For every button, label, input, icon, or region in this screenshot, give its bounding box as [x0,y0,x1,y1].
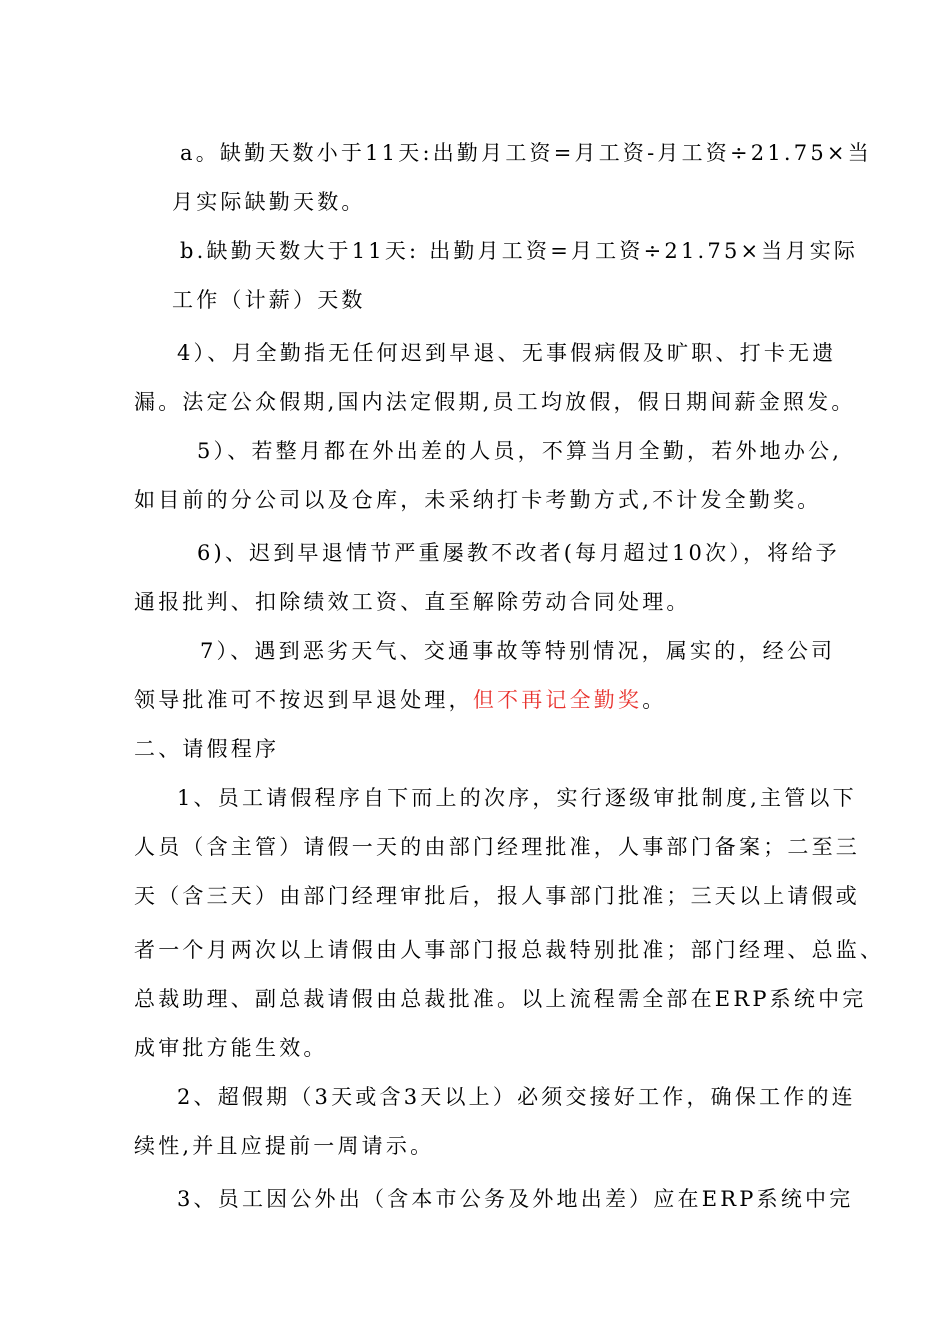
text-line: 总裁助理、副总裁请假由总裁批准。以上流程需全部在ERP系统中完 [134,987,867,1011]
text-line: 7）、遇到恶劣天气、交通事故等特别情况，属实的，经公司 [200,639,836,663]
highlight-text: 但不再记全勤奖 [472,688,643,712]
text-line: 天（含三天）由部门经理审批后，报人事部门批准；三天以上请假或 [134,884,860,908]
text-line: 成审批方能生效。 [134,1036,328,1060]
text-line-with-highlight [134,685,666,715]
text-line: 4）、月全勤指无任何迟到早退、无事假病假及旷职、打卡无遗 [177,341,837,365]
text-line: 月实际缺勤天数。 [172,190,366,214]
text-segment: 领导批准可不按迟到早退处理， [134,688,473,712]
text-line: 5）、若整月都在外出差的人员，不算当月全勤，若外地办公, [197,439,843,463]
text-line: 漏。法定公众假期,国内法定假期,员工均放假，假日期间薪金照发。 [134,390,856,414]
text-segment: 。 [642,688,667,712]
text-line: 者一个月两次以上请假由人事部门报总裁特别批准；部门经理、总监、 [134,938,885,962]
text-line: 如目前的分公司以及仓库，未采纳打卡考勤方式,不计发全勤奖。 [134,488,822,512]
text-line: 通报批判、扣除绩效工资、直至解除劳动合同处理。 [134,590,691,614]
text-line: a。缺勤天数小于11天:出勤月工资=月工资-月工资÷21.75×当 [180,141,872,165]
text-line: 续性,并且应提前一周请示。 [134,1134,435,1158]
text-line: 1、员工请假程序自下而上的次序，实行逐级审批制度,主管以下 [177,786,857,810]
text-line: 2、超假期（3天或含3天以上）必须交接好工作，确保工作的连 [177,1085,856,1109]
text-line: 6)、迟到早退情节严重屡教不改者(每月超过10次），将给予 [197,541,840,565]
section-heading: 二、请假程序 [134,737,280,761]
text-line: 工作（计薪）天数 [172,288,366,312]
text-line: 人员（含主管）请假一天的由部门经理批准，人事部门备案；二至三 [134,835,860,859]
text-line: b.缺勤天数大于11天: 出勤月工资=月工资÷21.75×当月实际 [180,239,859,263]
text-line: 3、员工因公外出（含本市公务及外地出差）应在ERP系统中完 [177,1187,854,1211]
